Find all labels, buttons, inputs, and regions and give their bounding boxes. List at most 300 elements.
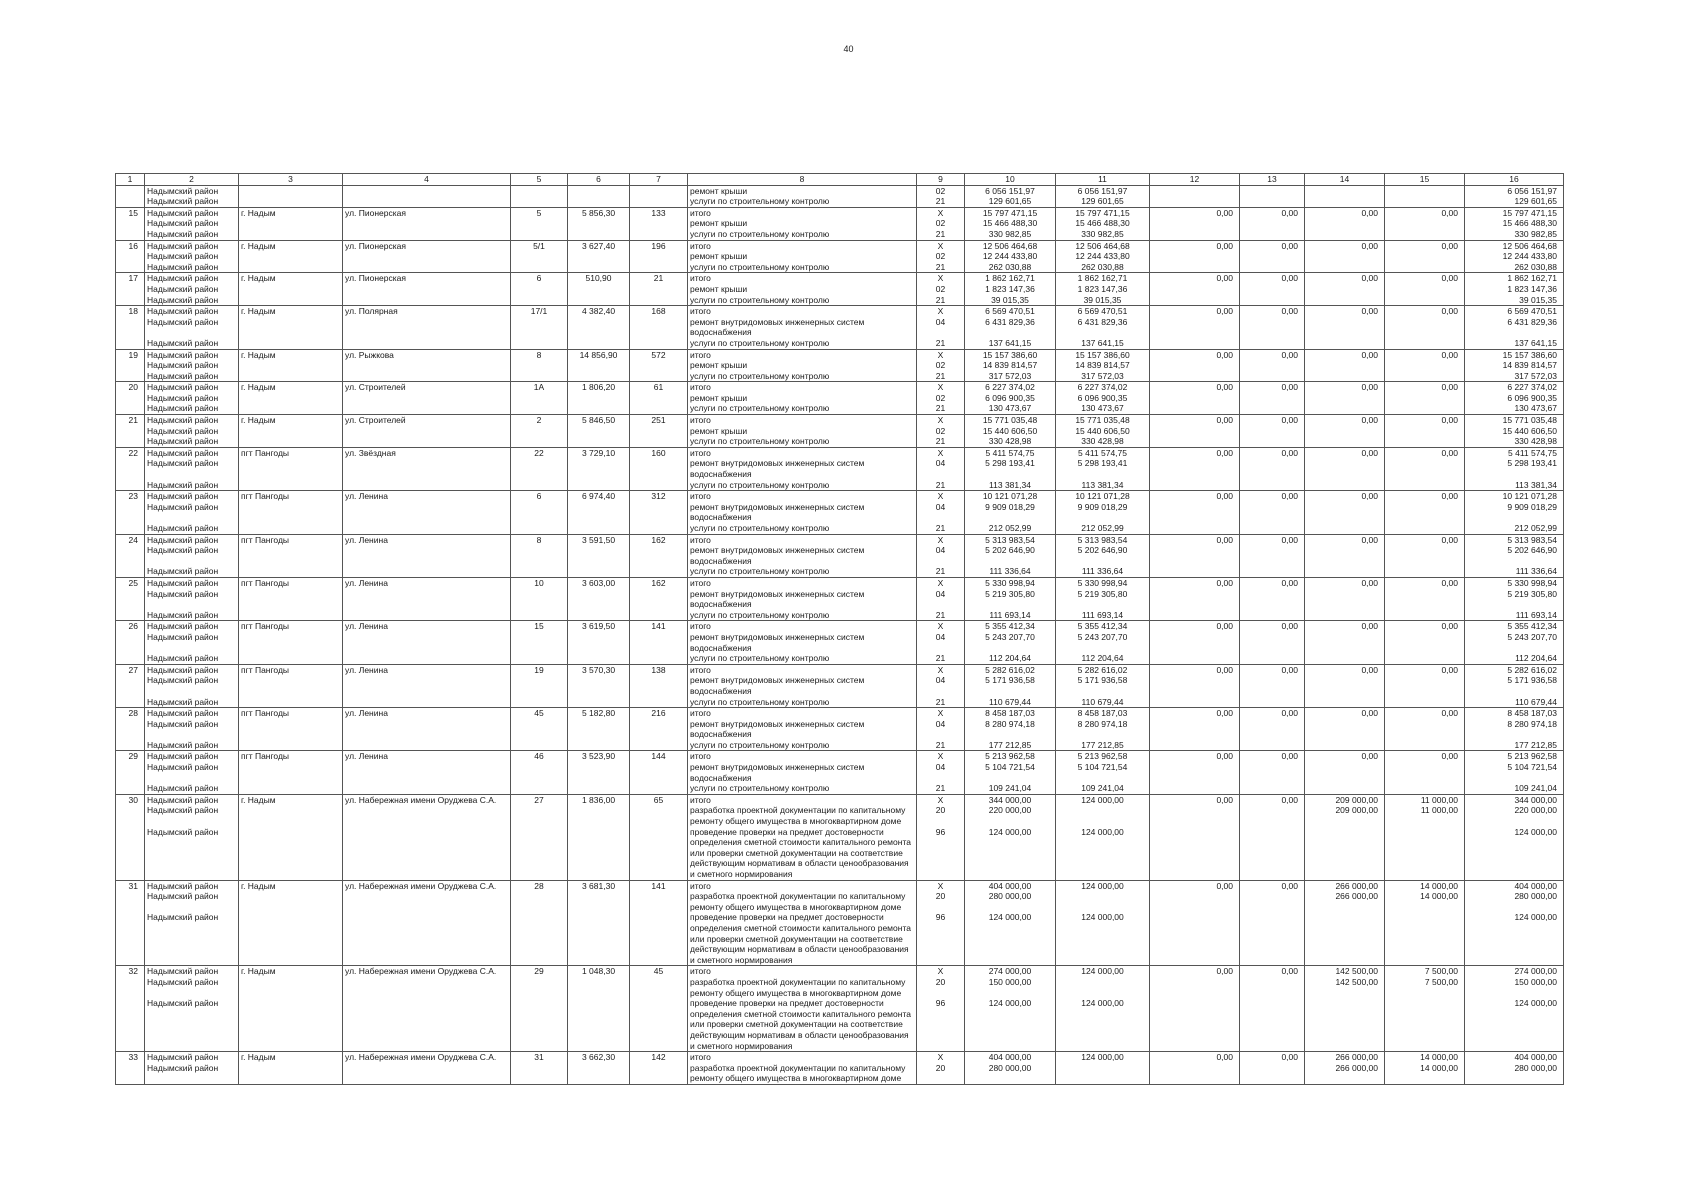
cell-budget-amount: 0,00 — [1150, 349, 1240, 360]
cell-settlement: пгт Пангоды — [239, 664, 343, 675]
cell-row-index — [116, 458, 145, 479]
cell-budget-amount — [1150, 610, 1240, 621]
cell-budget-amount: 0,00 — [1150, 621, 1240, 632]
table-row — [116, 447, 1564, 458]
table-row — [116, 284, 1564, 295]
cell-work-type: ремонт внутридомовых инженерных систем водоснабжения — [688, 502, 917, 523]
cell-district: Надымский район — [145, 491, 239, 502]
cell-residents: 162 — [630, 577, 688, 588]
table-row — [116, 1063, 1564, 1085]
cell-fund-amount: 177 212,85 — [1056, 740, 1150, 751]
cell-total-amount: 5 171 936,58 — [1465, 675, 1564, 696]
cell-work-code: 21 — [917, 783, 965, 794]
cell-budget-amount — [1150, 436, 1240, 447]
cell-budget-amount — [1150, 545, 1240, 566]
cell-total-amount: 15 440 606,50 — [1465, 426, 1564, 437]
cell-owner-amount — [1305, 502, 1385, 523]
table-row — [116, 185, 1564, 196]
cell-work-type: услуги по строительному контролю — [688, 566, 917, 577]
cell-work-type: итого — [688, 349, 917, 360]
cell-area — [568, 229, 630, 240]
cell-work-code: 21 — [917, 262, 965, 273]
cell-district: Надымский район — [145, 480, 239, 491]
cell-residents — [630, 196, 688, 207]
cell-row-index — [116, 719, 145, 740]
cell-owner-amount — [1305, 262, 1385, 273]
cell-budget-amount — [1150, 783, 1240, 794]
cell-district: Надымский район — [145, 229, 239, 240]
cell-work-code: 04 — [917, 502, 965, 523]
cell-owner-amount: 266 000,00 — [1305, 891, 1385, 912]
cell-owner-amount — [1305, 545, 1385, 566]
cell-settlement — [239, 762, 343, 783]
cell-total-amount: 5 411 574,75 — [1465, 447, 1564, 458]
cell-residents: 160 — [630, 447, 688, 458]
cell-settlement — [239, 653, 343, 664]
cell-total-amount: 6 227 374,02 — [1465, 382, 1564, 393]
cell-street: ул. Пионерская — [343, 273, 511, 284]
column-number-3: 3 — [239, 174, 343, 186]
cell-area — [568, 545, 630, 566]
cell-settlement: пгт Пангоды — [239, 621, 343, 632]
cell-district: Надымский район — [145, 632, 239, 653]
cell-budget-amount — [1150, 697, 1240, 708]
cell-owner-amount: 0,00 — [1305, 664, 1385, 675]
table-row — [116, 697, 1564, 708]
cell-other-amount — [1240, 480, 1305, 491]
cell-extra-amount — [1385, 783, 1465, 794]
cell-house-number — [511, 426, 568, 437]
cell-owner-amount — [1305, 675, 1385, 696]
cell-total-amount: 8 280 974,18 — [1465, 719, 1564, 740]
cell-residents: 312 — [630, 491, 688, 502]
cell-street: ул. Ленина — [343, 664, 511, 675]
cell-extra-amount: 11 000,00 — [1385, 805, 1465, 826]
cell-total-amount: 344 000,00 — [1465, 794, 1564, 805]
cell-residents: 216 — [630, 708, 688, 719]
cell-row-index — [116, 977, 145, 998]
cell-house-number: 22 — [511, 447, 568, 458]
cell-house-number — [511, 762, 568, 783]
cell-settlement — [239, 317, 343, 338]
cell-row-index — [116, 229, 145, 240]
cell-owner-amount: 209 000,00 — [1305, 794, 1385, 805]
cell-residents: 196 — [630, 240, 688, 251]
cell-fund-amount: 15 771 035,48 — [1056, 415, 1150, 426]
cell-district: Надымский район — [145, 240, 239, 251]
cell-district: Надымский район — [145, 977, 239, 998]
cell-work-type: итого — [688, 382, 917, 393]
cell-work-type: ремонт внутридомовых инженерных систем водоснабжения — [688, 675, 917, 696]
cell-work-type: ремонт крыши — [688, 393, 917, 404]
cell-settlement — [239, 218, 343, 229]
cell-owner-amount — [1305, 458, 1385, 479]
cell-residents — [630, 523, 688, 534]
cell-other-amount: 0,00 — [1240, 534, 1305, 545]
cell-work-code: 04 — [917, 458, 965, 479]
cell-fund-amount: 5 213 962,58 — [1056, 751, 1150, 762]
cell-house-number — [511, 697, 568, 708]
cell-work-type: ремонт внутридомовых инженерных систем водоснабжения — [688, 317, 917, 338]
cell-house-number — [511, 998, 568, 1051]
cell-street: ул. Набережная имени Оруджева С.А. — [343, 794, 511, 805]
cell-total-amount: 5 104 721,54 — [1465, 762, 1564, 783]
cell-street — [343, 196, 511, 207]
cell-row-index: 20 — [116, 382, 145, 393]
cell-street — [343, 436, 511, 447]
cell-total-amount: 5 243 207,70 — [1465, 632, 1564, 653]
cell-other-amount: 0,00 — [1240, 306, 1305, 317]
table-row — [116, 491, 1564, 502]
cell-area — [568, 1063, 630, 1085]
cell-street — [343, 251, 511, 262]
cell-work-type: ремонт внутридомовых инженерных систем водоснабжения — [688, 719, 917, 740]
cell-total-amount: 129 601,65 — [1465, 196, 1564, 207]
table-row — [116, 751, 1564, 762]
cell-work-code: 21 — [917, 295, 965, 306]
cell-district: Надымский район — [145, 794, 239, 805]
cell-budget-amount: 0,00 — [1150, 491, 1240, 502]
table-row — [116, 827, 1564, 880]
table-row — [116, 207, 1564, 218]
cell-work-code: X — [917, 447, 965, 458]
cell-work-code: 20 — [917, 977, 965, 998]
cell-street — [343, 589, 511, 610]
cell-settlement — [239, 426, 343, 437]
cell-work-type: ремонт крыши — [688, 251, 917, 262]
cell-work-code: 20 — [917, 891, 965, 912]
cell-settlement — [239, 284, 343, 295]
cell-other-amount: 0,00 — [1240, 577, 1305, 588]
cell-settlement — [239, 783, 343, 794]
cell-row-index — [116, 502, 145, 523]
cell-fund-amount: 6 096 900,35 — [1056, 393, 1150, 404]
cell-work-code: 02 — [917, 426, 965, 437]
cell-budget-amount — [1150, 805, 1240, 826]
cell-total-cost: 5 104 721,54 — [965, 762, 1056, 783]
cell-total-cost: 280 000,00 — [965, 1063, 1056, 1085]
cell-row-index: 26 — [116, 621, 145, 632]
cell-residents: 142 — [630, 1052, 688, 1063]
cell-owner-amount: 0,00 — [1305, 349, 1385, 360]
cell-work-type: итого — [688, 447, 917, 458]
cell-street: ул. Набережная имени Оруджева С.А. — [343, 1052, 511, 1063]
cell-street — [343, 360, 511, 371]
column-number-12: 12 — [1150, 174, 1240, 186]
cell-row-index: 29 — [116, 751, 145, 762]
cell-row-index — [116, 891, 145, 912]
cell-street — [343, 805, 511, 826]
cell-area: 14 856,90 — [568, 349, 630, 360]
cell-house-number — [511, 295, 568, 306]
cell-residents — [630, 317, 688, 338]
cell-row-index — [116, 251, 145, 262]
cell-extra-amount — [1385, 262, 1465, 273]
table-row — [116, 338, 1564, 349]
cell-budget-amount — [1150, 229, 1240, 240]
cell-owner-amount — [1305, 762, 1385, 783]
cell-residents — [630, 762, 688, 783]
cell-row-index: 21 — [116, 415, 145, 426]
cell-house-number — [511, 566, 568, 577]
cell-work-type: ремонт внутридомовых инженерных систем водоснабжения — [688, 458, 917, 479]
cell-work-type: услуги по строительному контролю — [688, 740, 917, 751]
cell-area — [568, 891, 630, 912]
cell-house-number — [511, 502, 568, 523]
cell-residents — [630, 403, 688, 414]
cell-street — [343, 502, 511, 523]
cell-other-amount — [1240, 523, 1305, 534]
cell-other-amount — [1240, 393, 1305, 404]
cell-area — [568, 480, 630, 491]
cell-budget-amount: 0,00 — [1150, 273, 1240, 284]
cell-work-type: проведение проверки на предмет достоверности определения сметной стоимости капитального ремонта или проверки сметной документации на соответствие действующим нормативам в области ценообразования и сметного нормирования — [688, 998, 917, 1051]
cell-owner-amount: 142 500,00 — [1305, 966, 1385, 977]
cell-owner-amount — [1305, 912, 1385, 965]
cell-work-type: проведение проверки на предмет достоверности определения сметной стоимости капитального ремонта или проверки сметной документации на соответствие действующим нормативам в области ценообразования и сметного нормирования — [688, 912, 917, 965]
cell-extra-amount: 14 000,00 — [1385, 1052, 1465, 1063]
cell-row-index — [116, 426, 145, 437]
cell-total-cost: 5 282 616,02 — [965, 664, 1056, 675]
cell-street — [343, 977, 511, 998]
cell-other-amount — [1240, 1063, 1305, 1085]
cell-extra-amount: 14 000,00 — [1385, 880, 1465, 891]
cell-house-number — [511, 589, 568, 610]
cell-budget-amount — [1150, 762, 1240, 783]
cell-work-type: ремонт крыши — [688, 284, 917, 295]
cell-other-amount: 0,00 — [1240, 880, 1305, 891]
cell-other-amount — [1240, 284, 1305, 295]
cell-total-cost: 344 000,00 — [965, 794, 1056, 805]
cell-district: Надымский район — [145, 382, 239, 393]
cell-street — [343, 912, 511, 965]
column-number-16: 16 — [1465, 174, 1564, 186]
cell-house-number — [511, 436, 568, 447]
cell-fund-amount: 6 227 374,02 — [1056, 382, 1150, 393]
cell-budget-amount — [1150, 566, 1240, 577]
cell-street — [343, 762, 511, 783]
cell-row-index: 32 — [116, 966, 145, 977]
cell-house-number: 31 — [511, 1052, 568, 1063]
cell-street — [343, 426, 511, 437]
cell-district: Надымский район — [145, 371, 239, 382]
cell-extra-amount: 0,00 — [1385, 534, 1465, 545]
cell-budget-amount: 0,00 — [1150, 1052, 1240, 1063]
cell-budget-amount: 0,00 — [1150, 306, 1240, 317]
cell-budget-amount — [1150, 632, 1240, 653]
cell-residents: 133 — [630, 207, 688, 218]
cell-house-number — [511, 458, 568, 479]
cell-total-amount: 111 336,64 — [1465, 566, 1564, 577]
cell-work-type: итого — [688, 306, 917, 317]
cell-total-amount: 9 909 018,29 — [1465, 502, 1564, 523]
cell-extra-amount — [1385, 589, 1465, 610]
cell-house-number: 8 — [511, 349, 568, 360]
cell-total-cost: 111 693,14 — [965, 610, 1056, 621]
cell-work-code: X — [917, 534, 965, 545]
cell-extra-amount: 14 000,00 — [1385, 891, 1465, 912]
cell-fund-amount: 111 336,64 — [1056, 566, 1150, 577]
cell-total-amount: 6 431 829,36 — [1465, 317, 1564, 338]
cell-owner-amount — [1305, 719, 1385, 740]
cell-area — [568, 403, 630, 414]
cell-house-number — [511, 891, 568, 912]
cell-settlement: г. Надым — [239, 207, 343, 218]
cell-total-cost: 5 330 998,94 — [965, 577, 1056, 588]
cell-work-type: разработка проектной документации по капитальному ремонту общего имущества в многоквартирном доме — [688, 891, 917, 912]
cell-house-number — [511, 360, 568, 371]
cell-other-amount — [1240, 740, 1305, 751]
cell-row-index: 19 — [116, 349, 145, 360]
cell-work-type: услуги по строительному контролю — [688, 371, 917, 382]
cell-work-code: X — [917, 207, 965, 218]
cell-extra-amount — [1385, 317, 1465, 338]
cell-work-type: услуги по строительному контролю — [688, 436, 917, 447]
cell-row-index — [116, 284, 145, 295]
cell-district: Надымский район — [145, 360, 239, 371]
cell-area: 1 048,30 — [568, 966, 630, 977]
cell-street: ул. Ленина — [343, 708, 511, 719]
cell-total-cost: 109 241,04 — [965, 783, 1056, 794]
table-row — [116, 360, 1564, 371]
cell-fund-amount: 129 601,65 — [1056, 196, 1150, 207]
cell-total-cost: 5 213 962,58 — [965, 751, 1056, 762]
cell-budget-amount: 0,00 — [1150, 966, 1240, 977]
cell-fund-amount: 262 030,88 — [1056, 262, 1150, 273]
cell-budget-amount: 0,00 — [1150, 708, 1240, 719]
cell-residents — [630, 827, 688, 880]
cell-work-code: 21 — [917, 338, 965, 349]
cell-house-number: 19 — [511, 664, 568, 675]
cell-street — [343, 675, 511, 696]
table-row — [116, 762, 1564, 783]
cell-total-cost: 177 212,85 — [965, 740, 1056, 751]
table-row — [116, 610, 1564, 621]
cell-budget-amount — [1150, 891, 1240, 912]
cell-street — [343, 610, 511, 621]
cell-other-amount — [1240, 317, 1305, 338]
cell-row-index: 16 — [116, 240, 145, 251]
cell-fund-amount: 5 202 646,90 — [1056, 545, 1150, 566]
cell-total-cost: 150 000,00 — [965, 977, 1056, 998]
cell-settlement: г. Надым — [239, 273, 343, 284]
cell-settlement — [239, 436, 343, 447]
cell-total-cost: 1 862 162,71 — [965, 273, 1056, 284]
cell-other-amount — [1240, 262, 1305, 273]
cell-area — [568, 912, 630, 965]
cell-work-code: 04 — [917, 719, 965, 740]
cell-budget-amount — [1150, 675, 1240, 696]
cell-row-index — [116, 185, 145, 196]
cell-settlement — [239, 502, 343, 523]
cell-district: Надымский район — [145, 502, 239, 523]
cell-total-cost: 137 641,15 — [965, 338, 1056, 349]
cell-other-amount — [1240, 218, 1305, 229]
cell-other-amount — [1240, 719, 1305, 740]
cell-other-amount: 0,00 — [1240, 966, 1305, 977]
cell-extra-amount — [1385, 719, 1465, 740]
cell-budget-amount — [1150, 284, 1240, 295]
cell-owner-amount — [1305, 783, 1385, 794]
cell-row-index — [116, 998, 145, 1051]
cell-extra-amount — [1385, 502, 1465, 523]
cell-work-type: разработка проектной документации по капитальному ремонту общего имущества в многоквартирном доме — [688, 977, 917, 998]
cell-work-code: X — [917, 491, 965, 502]
cell-district: Надымский район — [145, 1063, 239, 1085]
cell-fund-amount: 212 052,99 — [1056, 523, 1150, 534]
cell-extra-amount: 0,00 — [1385, 621, 1465, 632]
cell-other-amount — [1240, 229, 1305, 240]
cell-district: Надымский район — [145, 317, 239, 338]
cell-total-amount: 124 000,00 — [1465, 998, 1564, 1051]
cell-extra-amount — [1385, 426, 1465, 437]
cell-work-code: 21 — [917, 371, 965, 382]
cell-residents: 65 — [630, 794, 688, 805]
cell-settlement — [239, 977, 343, 998]
cell-street: ул. Полярная — [343, 306, 511, 317]
cell-total-amount: 6 569 470,51 — [1465, 306, 1564, 317]
cell-total-amount: 274 000,00 — [1465, 966, 1564, 977]
cell-owner-amount: 266 000,00 — [1305, 880, 1385, 891]
cell-fund-amount: 5 298 193,41 — [1056, 458, 1150, 479]
cell-total-cost: 8 458 187,03 — [965, 708, 1056, 719]
cell-house-number — [511, 480, 568, 491]
cell-extra-amount — [1385, 675, 1465, 696]
cell-district: Надымский район — [145, 998, 239, 1051]
cell-area — [568, 251, 630, 262]
cell-residents — [630, 675, 688, 696]
cell-area — [568, 371, 630, 382]
cell-total-cost: 317 572,03 — [965, 371, 1056, 382]
cell-house-number — [511, 719, 568, 740]
cell-fund-amount: 330 982,85 — [1056, 229, 1150, 240]
cell-street — [343, 371, 511, 382]
cell-work-code: 02 — [917, 284, 965, 295]
cell-fund-amount: 111 693,14 — [1056, 610, 1150, 621]
cell-row-index — [116, 566, 145, 577]
cell-street — [343, 1063, 511, 1085]
cell-budget-amount — [1150, 295, 1240, 306]
cell-row-index — [116, 196, 145, 207]
cell-settlement — [239, 458, 343, 479]
table-row — [116, 719, 1564, 740]
cell-fund-amount: 6 431 829,36 — [1056, 317, 1150, 338]
cell-work-type: итого — [688, 1052, 917, 1063]
cell-street: ул. Строителей — [343, 415, 511, 426]
cell-work-code: X — [917, 240, 965, 251]
column-number-7: 7 — [630, 174, 688, 186]
cell-work-code: 21 — [917, 566, 965, 577]
column-number-1: 1 — [116, 174, 145, 186]
cell-area: 3 523,90 — [568, 751, 630, 762]
cell-residents — [630, 218, 688, 229]
cell-extra-amount: 0,00 — [1385, 708, 1465, 719]
cell-area — [568, 827, 630, 880]
column-number-9: 9 — [917, 174, 965, 186]
page-number: 40 — [843, 44, 854, 54]
cell-row-index: 24 — [116, 534, 145, 545]
column-number-15: 15 — [1385, 174, 1465, 186]
cell-district: Надымский район — [145, 880, 239, 891]
cell-settlement — [239, 805, 343, 826]
cell-settlement: пгт Пангоды — [239, 491, 343, 502]
table-row — [116, 393, 1564, 404]
cell-area — [568, 675, 630, 696]
cell-residents — [630, 891, 688, 912]
cell-total-cost: 262 030,88 — [965, 262, 1056, 273]
cell-total-cost: 6 227 374,02 — [965, 382, 1056, 393]
cell-residents: 162 — [630, 534, 688, 545]
